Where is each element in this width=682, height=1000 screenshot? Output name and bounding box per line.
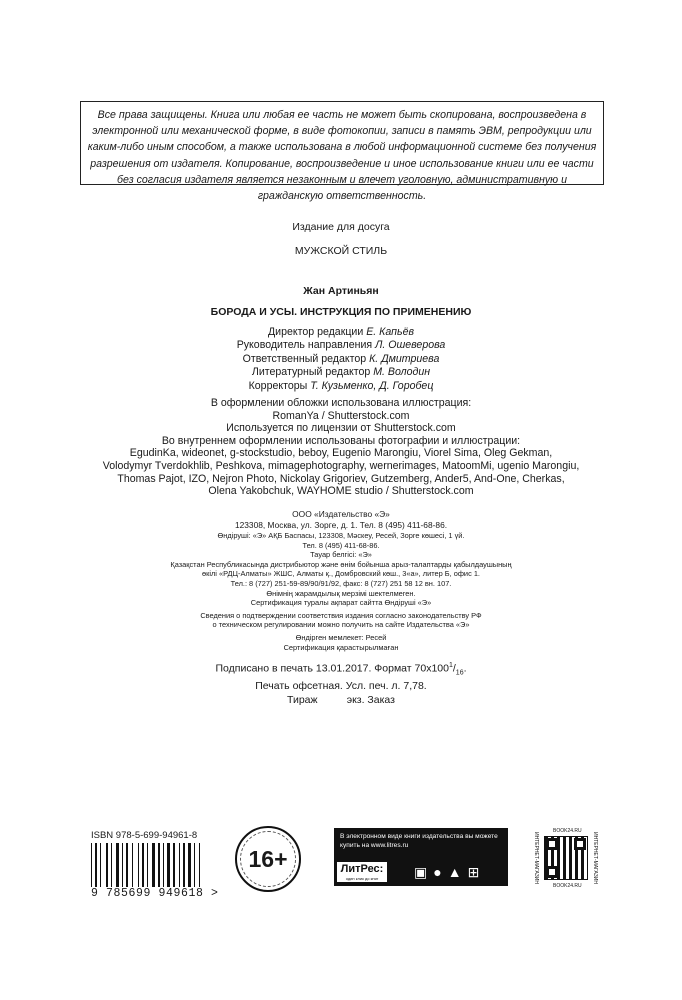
cert-line: Сведения о подтверждении соответствия издания согласно законодательству РФ (200, 610, 482, 620)
kz-line: Тел.: 8 (727) 251-59-89/90/91/92, факс: 8 (727) 251 58 12 вн. 107. (230, 578, 452, 588)
barcode-bar (194, 843, 195, 887)
barcode-bar (179, 843, 180, 887)
barcode-bar (111, 843, 112, 887)
edition-type: Издание для досуга (292, 221, 390, 233)
barcode-bar (91, 843, 92, 887)
author-name: Жан Артиньян (303, 285, 379, 297)
barcode-bar (173, 843, 175, 887)
android-icon: ▲ (447, 864, 462, 880)
barcode-bar (95, 843, 97, 887)
litres-promo: В электронном виде книги издательства вы можете купить на www.litres.ru (340, 833, 498, 849)
apple-icon: ● (433, 864, 442, 880)
rights-notice-text: Все права защищены. Книга или любая ее часть не может быть скопирована, воспроизведена в электронной или механической форме, в виде фотокопии, записи в память ЭВМ, репродукции или каким-либо иным способом, а также использована в любой информационной системе без получения разрешения от издателя. Копирование, воспроизведение и иное использование книги или ее части без согласия издателя является незаконным и влечет уголовную, административную и гражданскую ответственность. (87, 109, 597, 203)
illus-line: В оформлении обложки использована иллюстрация: (210, 397, 472, 409)
windows-icon: ⊞ (467, 864, 480, 880)
kz-line: Өндіруші: «Э» АҚБ Баспасы, 123308, Мәскеу, Ресей, Зорге көшесі, 1 үй. (217, 531, 465, 540)
barcode-bar (106, 843, 108, 887)
kz-line: өкілі «РДЦ-Алматы» ЖШС, Алматы қ., Домбровский көш., 3«а», литер Б, офис 1. (202, 569, 480, 579)
qr-side-left: ИНТЕРНЕТ-МАГАЗИН (533, 832, 539, 884)
barcode-bar (199, 843, 200, 887)
barcode-block (91, 830, 219, 900)
book-icon: ▣ (414, 864, 428, 880)
book-title: БОРОДА И УСЫ. ИНСТРУКЦИЯ ПО ПРИМЕНЕНИЮ (210, 306, 472, 318)
print-signed: Подписано в печать 13.01.2017. Формат $70x100^1/_{16}$. (215, 662, 467, 677)
qr-side-right: ИНТЕРНЕТ-МАГАЗИН (592, 832, 598, 884)
barcode-digits: 9 785699 949618 > (91, 887, 219, 900)
qr-code (544, 836, 588, 880)
barcode-bar (116, 843, 119, 887)
age-rating-badge (235, 826, 301, 892)
age-rating-text: 16+ (248, 845, 288, 872)
kz-line: Тауар белгісі: «Э» (310, 550, 372, 560)
barcode-bar (147, 843, 148, 887)
barcode-bar (126, 843, 128, 887)
publisher-address: 123308, Москва, ул. Зорге, д. 1. Тел. 8 (495) 411-68-86. (234, 520, 448, 530)
illus-line: Olena Yakobchuk, WAYHOME studio / Shutterstock.com (208, 485, 474, 498)
staff-line: Литературный редактор М. Володин (251, 366, 431, 379)
illus-line: Thomas Pajot, IZO, Nejron Photo, Nickolay Grigoriev, Gutzemberg, Ander5, And-One, Cherkas, (117, 472, 565, 485)
barcode-bar (132, 843, 133, 887)
barcode-bar (188, 843, 191, 887)
barcode-bar (183, 843, 185, 887)
illus-line: Во внутреннем оформлении использованы фотографии и иллюстрации: (161, 434, 521, 447)
litres-logo: ЛитРес: один клик до книг (337, 862, 387, 882)
series-name: МУЖСКОЙ СТИЛЬ (294, 245, 388, 257)
rights-notice-box (80, 101, 604, 203)
litres-banner (334, 828, 508, 886)
barcode-bar (167, 843, 170, 887)
illus-line: EgudinKa, wideonet, g-stockstudio, beboy, Eugenio Marongiu, Viorel Sima, Oleg Gekman, (129, 447, 553, 460)
publisher-name: ООО «Издательство «Э» (292, 509, 390, 519)
staff-credits (0, 326, 682, 393)
barcode-bar (122, 843, 123, 887)
barcode-bar (152, 843, 155, 887)
barcode-bar (100, 843, 101, 887)
kz-line: Сертификация туралы ақпарат сайтта Өндіруші «Э» (250, 598, 432, 608)
publisher-info (0, 509, 682, 652)
kz-line: Өнімнің жарамдылық мерзімі шектелмеген. (266, 588, 416, 598)
illus-line: RomanYa / Shutterstock.com (272, 409, 410, 422)
barcode-bar (138, 843, 139, 887)
origin-line: Өндірген мемлекет: Ресей (295, 632, 387, 642)
print-type: Печать офсетная. Усл. печ. л. 7,78. (255, 680, 427, 693)
barcode-bars (91, 843, 219, 887)
cert-line: о техническом регулировании можно получить на сайте Издательства «Э» (212, 620, 470, 630)
kz-line: Тел. 8 (495) 411-68-86. (302, 540, 380, 550)
qr-label-bottom: BOOK24.RU (553, 883, 582, 889)
isbn-number: ISBN 978-5-699-94961-8 (91, 830, 198, 841)
print-info (0, 659, 682, 707)
illustration-credits (0, 397, 682, 498)
kz-line: Қазақстан Республикасында дистрибьютор және өнім бойынша арыз-талаптарды қабылдаушының (170, 559, 512, 569)
staff-line: Ответственный редактор К. Дмитриева (242, 352, 440, 365)
illus-line: Volodymyr Tverdokhlib, Peshkova, mimagephotography, wernerimages, MatoomMi, ugenio Marongiu, (102, 459, 580, 472)
print-run: Тираж экз. Заказ (287, 693, 395, 706)
store-icons (414, 864, 479, 881)
staff-line: Директор редакции Е. Капьёв (267, 326, 414, 338)
barcode-bar (163, 843, 164, 887)
staff-line: Руководитель направления Л. Ошеверова (236, 339, 446, 352)
barcode-bar (142, 843, 144, 887)
staff-line: Корректоры Т. Кузьменко, Д. Горобец (248, 379, 434, 392)
origin-line: Сертификация қарастырылмаған (283, 642, 399, 652)
illus-line: Используется по лицензии от Shutterstock.com (226, 422, 456, 435)
barcode-bar (158, 843, 160, 887)
qr-label-top: BOOK24.RU (553, 828, 582, 834)
